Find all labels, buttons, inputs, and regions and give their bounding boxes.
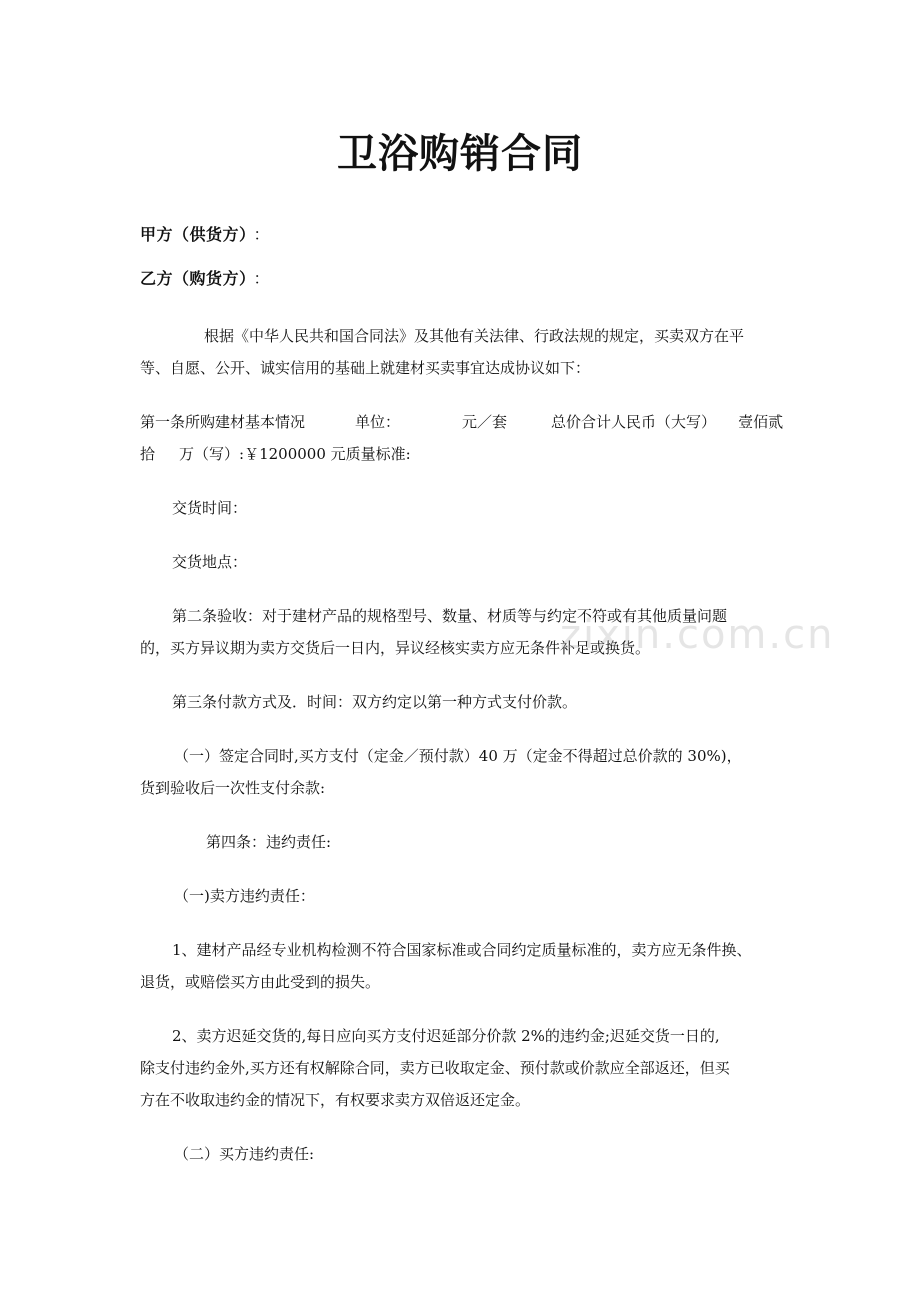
article1-amount-and-quality: 万（写）:￥1200000 元质量标准: (179, 445, 411, 463)
party-b-colon: ： (253, 269, 271, 288)
intro-line-2: 等、自愿、公开、诚实信用的基础上就建材买卖事宜达成协议如下： (140, 359, 591, 377)
seller-item1-line-2: 退货，或赔偿买方由此受到的损失。 (140, 973, 381, 991)
article2-line-1: 第二条验收：对于建材产品的规格型号、数量、材质等与约定不符或有其他质量问题 (172, 607, 728, 625)
party-b (140, 268, 270, 290)
article1-total-upper-part1: 壹佰贰 (738, 413, 784, 431)
watermark: zixin.com.cn (560, 612, 835, 658)
seller-item2-line-3: 方在不收取违约金的情况下，有权要求卖方双倍返还定金。 (140, 1091, 531, 1109)
article3-line-1: 第三条付款方式及．时间：双方约定以第一种方式支付价款。 (172, 693, 578, 711)
article1-label: 第一条所购建材基本情况 (140, 413, 306, 431)
article1-unit-label: 单位： (355, 413, 401, 431)
article3-item1-line-2: 货到验收后一次性支付余款: (140, 779, 326, 797)
intro-line-1: 根据《中华人民共和国合同法》及其他有关法律、行政法规的规定，买卖双方在平 (204, 327, 745, 345)
party-a-colon: ： (253, 225, 271, 244)
delivery-time: 交货时间： (172, 499, 248, 517)
article1-unit-value: 元／套 (462, 413, 508, 431)
document-title: 卫浴购销合同 (337, 131, 583, 177)
party-a-label: 甲方（供货方） (140, 225, 248, 244)
seller-liability-heading: （一)卖方违约责任： (174, 887, 315, 905)
seller-item2-line-2: 除支付违约金外,买方还有权解除合同，卖方已收取定金、预付款或价款应全部返还，但买 (140, 1059, 730, 1077)
delivery-place: 交货地点： (172, 553, 248, 571)
article2-line-2: 的，买方异议期为卖方交货后一日内，异议经核实卖方应无条件补足或换货。 (140, 639, 651, 657)
seller-item1-line-1: 1、建材产品经专业机构检测不符合国家标准或合同约定质量标准的，卖方应无条件换、 (172, 941, 752, 959)
article3-item1-line-1: （一）签定合同时,买方支付（定金／预付款）40 万（定金不得超过总价款的 30%)， (174, 747, 742, 765)
article1-total-label: 总价合计人民币（大写） (551, 413, 717, 431)
party-b-label: 乙方（购货方） (140, 269, 248, 288)
buyer-liability-heading: （二）买方违约责任: (174, 1145, 315, 1163)
article1-total-upper-part2: 拾 (140, 445, 156, 463)
party-a (140, 224, 270, 246)
seller-item2-line-1: 2、卖方迟延交货的,每日应向买方支付迟延部分价款 2%的违约金;迟延交货一日的, (172, 1027, 720, 1045)
article4-label: 第四条：违约责任: (206, 833, 332, 851)
article1-line-2 (140, 443, 411, 465)
article1-line-1 (140, 411, 783, 433)
